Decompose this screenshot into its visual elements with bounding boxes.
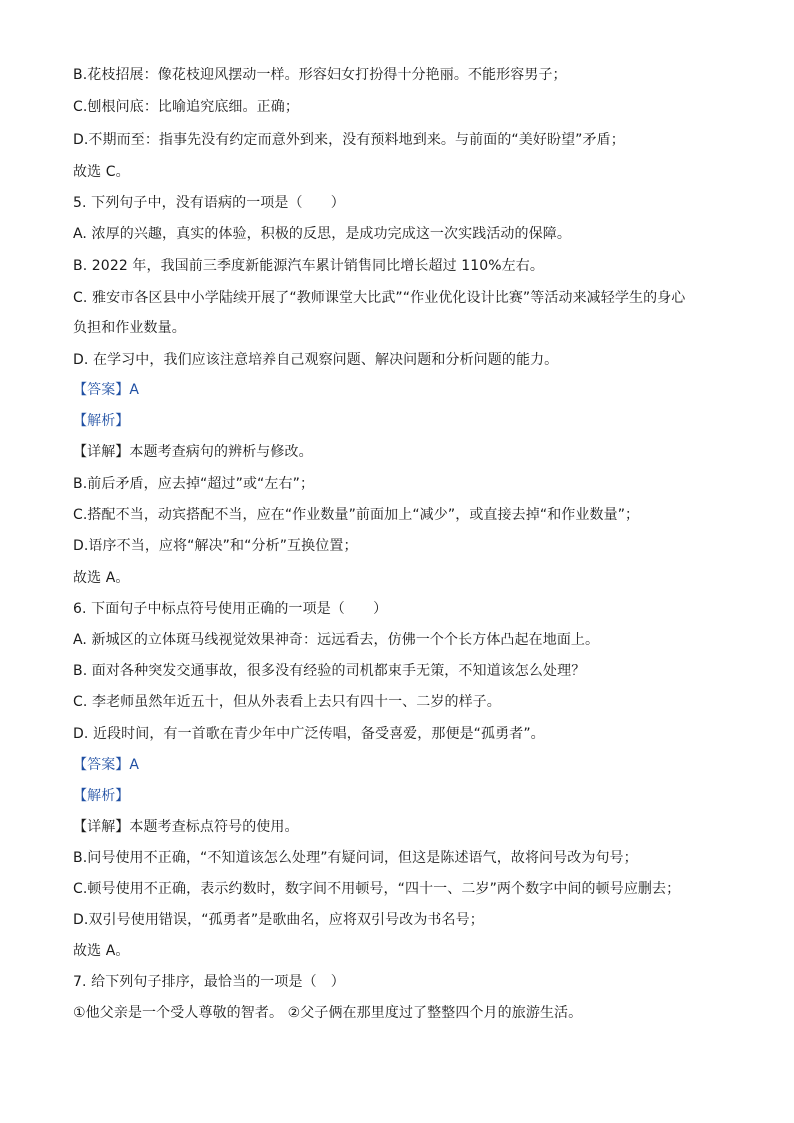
analysis-label: 【解析】 [73,788,130,804]
answer-label: 【答案】A [73,757,140,773]
explanation-d: D.双引号使用错误，“孤勇者”是歌曲名，应将双引号改为书名号； [73,912,484,928]
option-c-explanation: C.刨根问底：比喻追究底细。正确； [73,99,299,115]
question-7-stem: 7. 给下列句子排序，最恰当的一项是（ ） [73,974,345,990]
question-6-option-b: B. 面对各种突发交通事故，很多没有经验的司机都束手无策，不知道该怎么处理？ [73,663,586,679]
question-5-stem: 5. 下列句子中，没有语病的一项是（ ） [73,195,345,211]
explanation-b: B.前后矛盾，应去掉“超过”或“左右”； [73,476,315,492]
question-5-option-c: C. 雅安市各区县中小学陆续开展了“教师课堂大比武”“作业优化设计比赛”等活动来减轻学生的身心 [73,290,686,306]
explanation-d: D.语序不当，应将“解决”和“分析”互换位置； [73,538,358,554]
question-6-stem: 6. 下面句子中标点符号使用正确的一项是（ ） [73,601,388,617]
question-5-option-d: D. 在学习中，我们应该注意培养自己观察问题、解决问题和分析问题的能力。 [73,352,559,368]
option-b-explanation: B.花枝招展：像花枝迎风摆动一样。形容妇女打扮得十分艳丽。不能形容男子； [73,67,567,83]
explanation-c: C.搭配不当，动宾搭配不当，应在“作业数量”前面加上“减少”，或直接去掉“和作业数量”； [73,507,640,523]
question-6-option-d: D. 近段时间，有一首歌在青少年中广泛传唱，备受喜爱，那便是“孤勇者”。 [73,726,545,742]
question-5-option-a: A. 浓厚的兴趣，真实的体验，积极的反思，是成功完成这一次实践活动的保障。 [73,226,571,242]
conclusion: 故选 A。 [73,943,130,959]
explanation-c: C.顿号使用不正确，表示约数时，数字间不用顿号，“四十一、二岁”两个数字中间的顿号应删去； [73,881,681,897]
question-5-option-c-continued: 负担和作业数量。 [73,320,186,336]
question-5-option-b: B. 2022 年，我国前三季度新能源汽车累计销售同比增长超过 110%左右。 [73,258,544,274]
question-7-sentences: ①他父亲是一个受人尊敬的智者。 ②父子俩在那里度过了整整四个月的旅游生活。 [73,1005,583,1021]
conclusion: 故选 A。 [73,570,130,586]
question-6-option-a: A. 新城区的立体斑马线视觉效果神奇：远远看去，仿佛一个个长方体凸起在地面上。 [73,632,600,648]
question-6-option-c: C. 李老师虽然年近五十，但从外表看上去只有四十一、二岁的样子。 [73,694,501,710]
detail-line: 【详解】本题考查病句的辨析与修改。 [73,444,313,460]
answer-label: 【答案】A [73,382,140,398]
conclusion: 故选 C。 [73,164,130,180]
detail-line: 【详解】本题考查标点符号的使用。 [73,819,299,835]
option-d-explanation: D.不期而至：指事先没有约定而意外到来，没有预料地到来。与前面的“美好盼望”矛盾； [73,132,625,148]
analysis-label: 【解析】 [73,413,130,429]
explanation-b: B.问号使用不正确，“不知道该怎么处理”有疑问词，但这是陈述语气，故将问号改为句号； [73,850,638,866]
